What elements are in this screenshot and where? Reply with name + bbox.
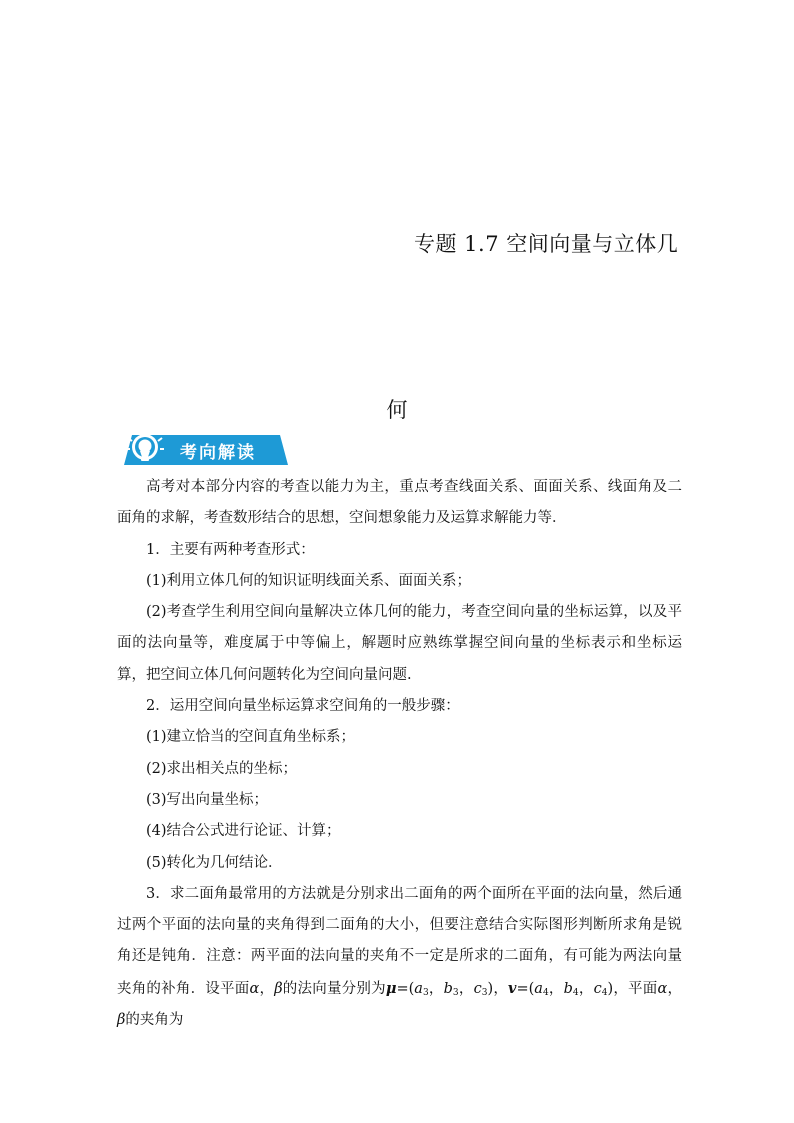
subscript: 4 (542, 987, 549, 998)
subscript: 3 (422, 987, 429, 998)
coord-b3: b (443, 980, 453, 997)
separator: ， (578, 980, 594, 997)
coord-b4: b (563, 980, 573, 997)
point-1-item-1: (1)利用立体几何的知识证明线面关系、面面关系； (146, 572, 472, 589)
close-paren: )， (487, 980, 509, 997)
plane-alpha: α (249, 980, 260, 997)
point-2-item-2: (2)求出相关点的坐标； (146, 760, 298, 777)
section-banner (118, 432, 290, 468)
point-3-text-mid: 的法向量分别为 (282, 980, 386, 997)
plane-beta: β (117, 1012, 126, 1029)
point-2-item-3: (3)写出向量坐标； (146, 791, 269, 808)
vector-v: v (508, 979, 517, 997)
plane-beta: β (274, 980, 283, 997)
subscript: 4 (601, 987, 608, 998)
separator: ， (548, 980, 564, 997)
point-3-paragraph (117, 879, 682, 1036)
comma: ， (667, 980, 682, 997)
point-2-item-4: (4)结合公式进行论证、计算； (146, 823, 341, 840)
vector-mu: μ (385, 979, 397, 997)
comma: ， (259, 980, 275, 997)
coord-a4: a (534, 980, 543, 997)
page-title-line2: 何 (386, 398, 408, 422)
coord-c3: c (473, 980, 482, 997)
point-1-item-2: (2)考查学生利用空间向量解决立体几何的能力，考查空间向量的坐标运算，以及平面的法向量等，难度属于中等偏上，解题时应熟练掌握空间向量的坐标表示和坐标运算，把空间立体几何问题转化为空间向量问题. (117, 604, 682, 683)
subscript: 4 (572, 987, 579, 998)
point-2-item-5: (5)转化为几何结论． (146, 854, 283, 871)
subscript: 3 (452, 987, 459, 998)
subscript: 3 (481, 987, 488, 998)
article-body (117, 472, 682, 1036)
coord-c4: c (593, 980, 602, 997)
point-2-item-1: (1)建立恰当的空间直角坐标系； (146, 729, 356, 746)
equals-paren: =( (396, 980, 415, 997)
page-title-line1: 专题 1.7 空间向量与立体几 (414, 232, 679, 256)
point-1-heading: 1．主要有两种考查形式： (146, 541, 315, 558)
point-3-text: 3．求二面角最常用的方法就是分别求出二面角的两个面所在平面的法向量，然后通过两个平面的法向量的夹角得到二面角的大小，但要注意结合实际图形判断所求角是锐角还是钝角．注意：两平面的法向量的夹角不一定是所求的二面角，有可能为两法向量夹角的补角．设平面 (117, 885, 682, 997)
intro-paragraph: 高考对本部分内容的考查以能力为主，重点考查线面关系、面面关系、线面角及二面角的求解，考查数形结合的思想，空间想象能力及运算求解能力等． (117, 479, 682, 527)
coord-a3: a (414, 980, 423, 997)
point-3-tail: 的夹角为 (125, 1012, 184, 1029)
separator: ， (428, 980, 444, 997)
point-2-heading: 2．运用空间向量坐标运算求空间角的一般步骤： (146, 698, 460, 715)
plane-alpha: α (657, 980, 668, 997)
separator: ， (458, 980, 474, 997)
equals-paren: =( (516, 980, 535, 997)
close-paren-plane: )，平面 (607, 980, 658, 997)
banner-label: 考向解读 (180, 443, 256, 463)
